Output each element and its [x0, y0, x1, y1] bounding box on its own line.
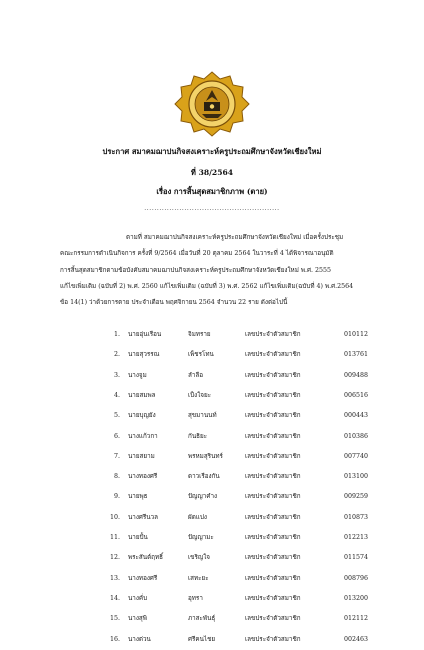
list-item — [0, 569, 424, 589]
paragraph-line: แก้ไขเพิ่มเติม (ฉบับที่ 2) พ.ศ. 2560 แก้ไขเพิ่มเติม (ฉบับที่ 3) พ.ศ. 2562 แก้ไขเพิ่มเติม(ฉบับที่ 4) พ.ศ.2564 — [60, 282, 354, 290]
member-last-name: ศรีคนไชย — [188, 635, 216, 643]
member-first-name: นางต่วน — [128, 635, 151, 643]
member-first-name: นางทองศรี — [128, 574, 158, 582]
paragraph-line: คณะกรรมการดำเนินกิจการ ครั้งที่ 9/2564 เมื่อวันที่ 20 ตุลาคม 2564 ในวาระที่ 4 ได้พิจารณาอนุมัติ — [60, 250, 334, 258]
member-id: 009259 — [344, 493, 369, 501]
member-id: 013200 — [344, 594, 369, 602]
list-item — [0, 325, 424, 345]
member-last-name: ผัดแปง — [188, 513, 207, 521]
member-id: 010386 — [344, 432, 369, 440]
member-id: 009488 — [344, 371, 369, 379]
member-id-label: เลขประจำตัวสมาชิก — [245, 331, 301, 338]
list-item — [0, 345, 424, 365]
member-id-label: เลขประจำตัวสมาชิก — [245, 594, 301, 602]
member-last-name: ปัญญาคำง — [188, 493, 218, 501]
list-item — [0, 386, 424, 406]
member-number: 1. — [113, 331, 120, 338]
member-first-name: นางคั่บ — [128, 594, 148, 602]
member-number: 16. — [109, 635, 120, 643]
member-number: 4. — [113, 391, 120, 399]
member-id-label: เลขประจำตัวสมาชิก — [245, 412, 301, 420]
member-id: 013100 — [344, 473, 369, 481]
paragraph-line: ข้อ 14(1) ว่าด้วยการตาย ประจำเดือน พฤศจิกายน 2564 จำนวน 22 ราย ดังต่อไปนี้ — [60, 299, 288, 307]
member-last-name: กันธิยะ — [188, 432, 208, 440]
member-id: 010873 — [344, 513, 369, 521]
member-id-label: เลขประจำตัวสมาชิก — [245, 615, 301, 623]
member-last-name: ลำลือ — [188, 371, 204, 379]
member-number: 2. — [113, 351, 120, 359]
member-id-label: เลขประจำตัวสมาชิก — [245, 574, 301, 582]
member-last-name: สุขมานนท์ — [188, 412, 217, 420]
member-number: 5. — [113, 412, 120, 420]
list-item — [0, 548, 424, 568]
member-id: 007740 — [344, 452, 369, 460]
member-first-name: นายพุธ — [128, 493, 148, 501]
list-item — [0, 447, 424, 467]
member-id-label: เลขประจำตัวสมาชิก — [245, 554, 301, 562]
member-first-name: นายบุญยัง — [128, 412, 156, 420]
paragraph-line: ตามที่ สมาคมฌาปนกิจสงเคราะห์ครูประถมศึกษาจังหวัดเชียงใหม่ เมื่อครั้งประชุม — [126, 234, 344, 241]
member-id-label: เลขประจำตัวสมาชิก — [245, 513, 301, 521]
member-id-label: เลขประจำตัวสมาชิก — [245, 635, 301, 643]
member-first-name: พระสันต์ฤทธิ์ — [128, 554, 163, 562]
announcement-number: ที่ 38/2564 — [190, 168, 234, 177]
member-first-name: นางศรีนวล — [128, 513, 158, 521]
list-item — [0, 630, 424, 650]
member-last-name: อุทรา — [188, 594, 203, 602]
member-number: 6. — [113, 432, 120, 440]
body-paragraph — [60, 230, 370, 311]
member-number: 12. — [109, 554, 120, 562]
dotted-separator: ...................................................... — [144, 205, 280, 212]
list-item — [0, 609, 424, 629]
member-id: 012213 — [344, 534, 369, 541]
member-id-label: เลขประจำตัวสมาชิก — [245, 473, 301, 481]
member-first-name: นายสมพล — [128, 391, 156, 399]
member-id-label: เลขประจำตัวสมาชิก — [245, 371, 301, 379]
member-number: 8. — [113, 473, 120, 481]
member-last-name: เขริญใจ — [188, 554, 210, 562]
member-id-label: เลขประจำตัวสมาชิก — [245, 351, 301, 359]
member-id: 012112 — [344, 615, 369, 623]
member-first-name: นายปั้น — [128, 534, 148, 541]
member-id: 002463 — [344, 635, 369, 643]
member-first-name: นางจูม — [128, 371, 147, 379]
list-item — [0, 508, 424, 528]
member-id: 010112 — [344, 331, 369, 338]
member-first-name: นายสยาม — [128, 452, 155, 460]
member-id: 008796 — [344, 574, 369, 582]
member-first-name: นายอุ่นเรือน — [128, 331, 162, 338]
member-number: 9. — [113, 493, 120, 501]
member-last-name: เสทะยะ — [188, 574, 209, 582]
list-item — [0, 487, 424, 507]
announcement-subject: เรื่อง การสิ้นสุดสมาชิกภาพ (ตาย) — [156, 187, 268, 196]
member-number: 10. — [109, 513, 120, 521]
list-item — [0, 427, 424, 447]
member-id: 006516 — [344, 391, 369, 399]
list-item — [0, 589, 424, 609]
member-last-name: พรหมสุรินทร์ — [188, 452, 223, 460]
list-item — [0, 406, 424, 426]
member-first-name: นายสุวรรณ — [128, 351, 160, 359]
association-seal-icon — [174, 71, 250, 137]
member-number: 15. — [109, 615, 120, 623]
member-number: 13. — [109, 574, 120, 582]
member-number: 7. — [113, 452, 120, 460]
paragraph-line: การสิ้นสุดสมาชิกตามข้อบังคับสมาคมฌาปนกิจสงเคราะห์ครูประถมศึกษาจังหวัดเชียงใหม่ พ.ศ. 2555 — [60, 266, 332, 274]
member-number: 11. — [109, 534, 120, 541]
list-item — [0, 366, 424, 386]
member-first-name: นางแก้วกา — [128, 432, 158, 440]
member-last-name: ปัญญามะ — [188, 534, 214, 541]
member-first-name: นางทองศรี — [128, 473, 158, 481]
list-item — [0, 528, 424, 548]
member-id-label: เลขประจำตัวสมาชิก — [245, 493, 301, 501]
announcement-title: ประกาศ สมาคมฌาปนกิจสงเคราะห์ครูประถมศึกษาจังหวัดเชียงใหม่ — [102, 147, 322, 156]
member-last-name: เป็งใจยะ — [188, 391, 212, 399]
member-last-name: ดาวเรืองกัน — [188, 473, 220, 481]
member-id: 011574 — [344, 554, 369, 562]
member-last-name: เพ็ชรโทน — [188, 351, 214, 359]
member-first-name: นางสุพิ — [128, 615, 147, 623]
member-id-label: เลขประจำตัวสมาชิก — [245, 432, 301, 440]
member-id-label: เลขประจำตัวสมาชิก — [245, 452, 301, 460]
member-last-name: ภาสะพันธุ์ — [188, 615, 216, 623]
member-id-label: เลขประจำตัวสมาชิก — [245, 534, 301, 541]
member-number: 14. — [109, 594, 120, 602]
list-item — [0, 467, 424, 487]
member-id: 013761 — [344, 351, 369, 359]
member-last-name: จิมทราย — [188, 331, 211, 338]
member-number: 3. — [113, 371, 120, 379]
member-id: 000443 — [344, 412, 369, 420]
member-id-label: เลขประจำตัวสมาชิก — [245, 391, 301, 399]
